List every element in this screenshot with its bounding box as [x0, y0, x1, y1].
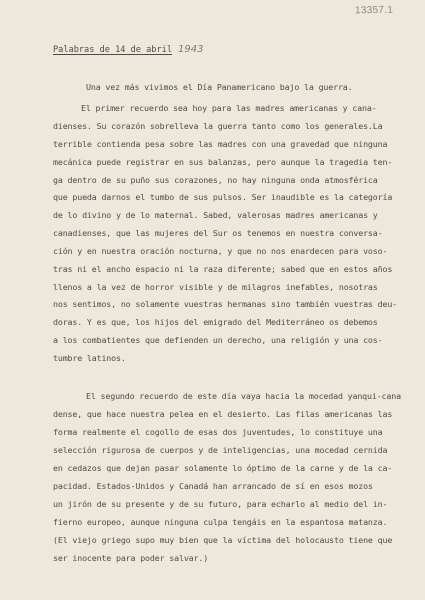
p1-line-5: mecánica puede registrar en sus balanzas, pero aunque la tragedia ten- [53, 157, 393, 167]
p2-line-3: forma realmente el cogollo de esas dos juventudes, lo constituye una [53, 427, 383, 437]
catalog-number: 13357.1 [354, 4, 394, 17]
p2-line-6: pacidad. Estados-Unidos y Canadá han arrancado de sí en esos mozos [53, 481, 373, 491]
p1-line-1: Una vez más vivimos el Día Panamericano bajo la guerra. [86, 82, 353, 92]
p1-line-2: El primer recuerdo sea hoy para las madres americanas y cana- [81, 103, 377, 113]
p2-line-10: ser inocente para poder salvar.) [53, 553, 209, 563]
p1-line-4: terrible contienda pesa sobre las madres con una gravedad que ninguna [53, 139, 388, 149]
title-text: Palabras de 14 de abril [53, 45, 172, 55]
p1-line-9: canadienses, que las mujeres del Sur os tenemos en nuestra conversa- [53, 228, 383, 238]
p1-line-12: llenos a la vez de horror visible y de milagros inefables, nosotras [53, 282, 378, 292]
p1-line-14: doras. Y es que, los hijos del emigrado del Mediterráneo os debemos [53, 317, 378, 327]
p2-line-2: dense, que hace nuestra pelea en el desierto. Las filas americanas las [53, 409, 393, 419]
p2-line-8: fierno europeo, aunque ninguna culpa tengáis en la espantosa matanza. [53, 517, 388, 527]
p1-line-13: nos sentimos, no solamente vuestras hermanas sino también vuestras deu- [53, 299, 398, 309]
p1-line-8: de lo divino y de lo maternal. Sabed, valerosas madres americanas y [53, 210, 378, 220]
p1-line-6: ga dentro de su puño sus corazones, no hay ninguna onda atmosférica [53, 175, 378, 185]
p1-line-10: ción y en nuestra oración nocturna, y que no nos enardecen para voso- [53, 246, 388, 256]
p1-line-16: tumbre latinos. [53, 353, 126, 363]
p1-line-11: tras ni el ancho espacio ni la raza diferente; sabed que en estos años [53, 264, 393, 274]
p2-line-5: en cedazos que dejan pasar solamente lo óptimo de la carne y de la ca- [53, 463, 393, 473]
p2-line-9: (El viejo griego supo muy bien que la víctima del holocausto tiene que [53, 535, 393, 545]
p2-line-4: selección rigurosa de cuerpos y de inteligencias, una mocedad cernida [53, 445, 388, 455]
p1-line-7: que pueda darnos el tumbo de sus pulsos. Ser inaudible es la categoría [53, 192, 393, 202]
p2-line-1: El segundo recuerdo de este día vaya hacia la mocedad yanqui-cana [86, 391, 401, 401]
p1-line-3: dienses. Su corazón sobrelleva la guerra tanto como los generales.La [53, 121, 383, 131]
document-title [53, 44, 203, 55]
title-year-handwritten: 1943 [178, 44, 204, 55]
p1-line-15: a los combatientes que defienden un derecho, una religión y una cos- [53, 335, 383, 345]
p2-line-7: un jirón de su presente y de su futuro, para echarlo al medio del in- [53, 499, 388, 509]
